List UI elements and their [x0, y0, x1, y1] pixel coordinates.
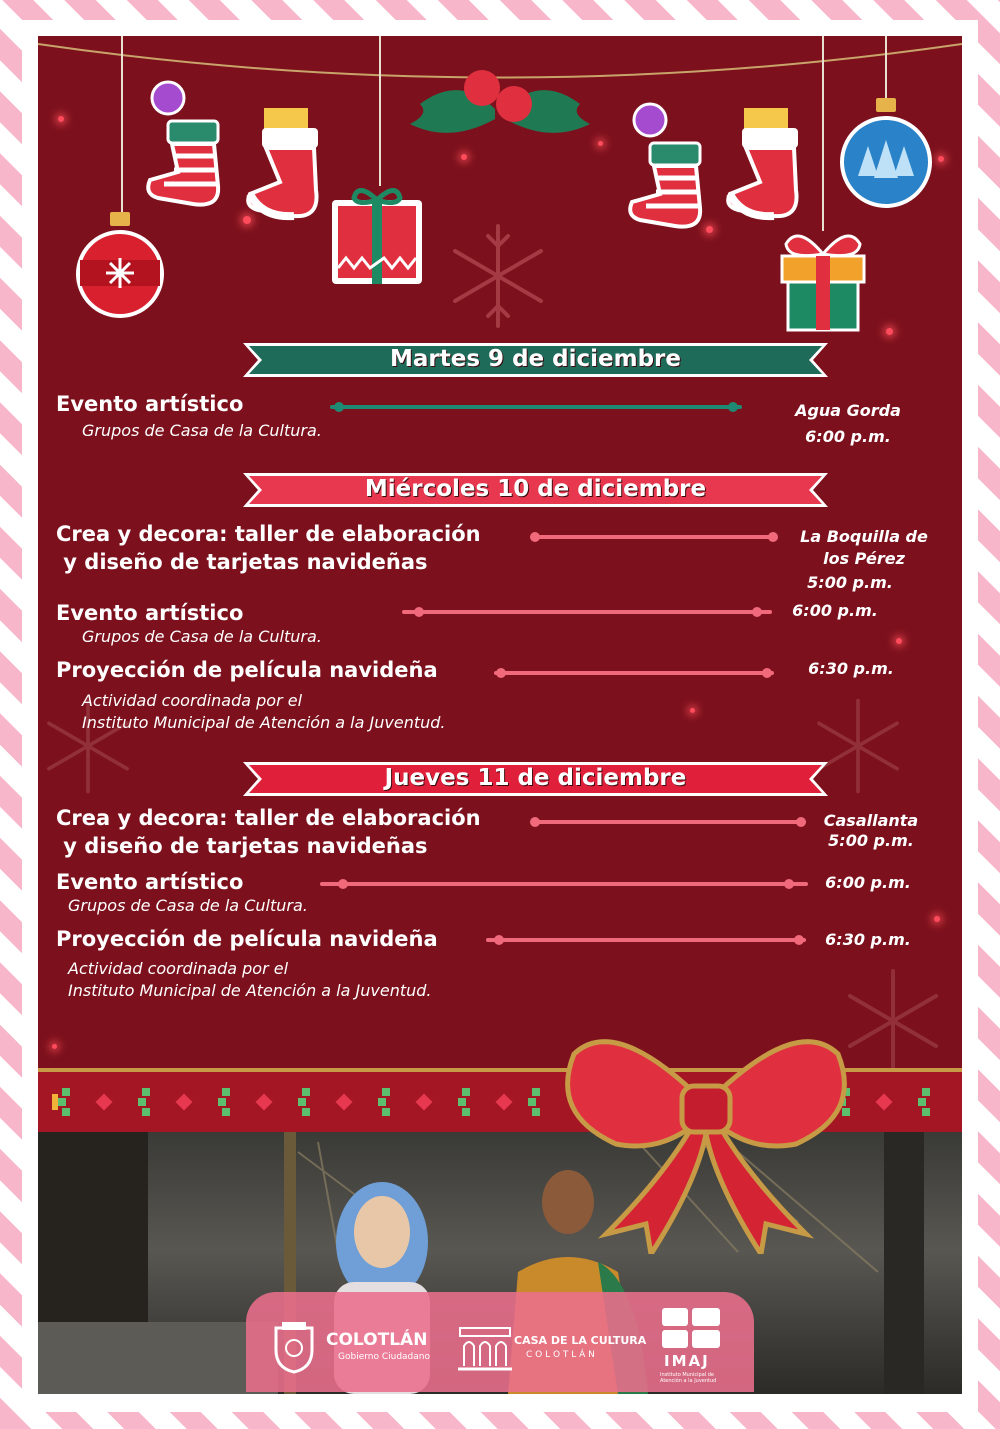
day-label: Miércoles 10 de diciembre [364, 476, 707, 502]
glow-dot [896, 638, 902, 644]
stocking-icon [138, 76, 238, 216]
stocking-icon [242, 98, 338, 228]
connector-line [314, 879, 814, 889]
bow-icon [556, 1024, 856, 1254]
event-time: 6:30 p.m. [825, 930, 911, 949]
glow-dot [52, 1044, 57, 1049]
event-subtitle: Actividad coordinada por el Instituto Municipal de Atención a la Juventud. [68, 959, 432, 1000]
day-label: Jueves 11 de diciembre [384, 765, 687, 791]
ornament-icon [74, 208, 166, 324]
gift-icon [778, 224, 868, 336]
casa-name: CASA DE LA CULTURA [514, 1334, 647, 1347]
gift-icon [328, 178, 428, 290]
event-title: Evento artístico [56, 601, 244, 625]
imaj-sub: Instituto Municipal de Atención a la Juventud [660, 1372, 717, 1384]
stocking-icon [722, 98, 818, 228]
casa-cultura-building-icon [458, 1326, 512, 1372]
event-time: 5:00 p.m. [807, 573, 893, 592]
sponsor-logos-bar [246, 1292, 754, 1392]
connector-line [526, 817, 812, 827]
holly-icon [400, 64, 600, 154]
ornament-icon [838, 96, 934, 214]
event-subtitle: Grupos de Casa de la Cultura. [68, 896, 308, 915]
event-time: 6:00 p.m. [792, 601, 878, 620]
event-place: Casallanta [823, 811, 919, 830]
colotlan-sub: Gobierno Ciudadano [338, 1352, 430, 1362]
coat-of-arms-icon [272, 1320, 316, 1374]
connector-line [480, 935, 812, 945]
day-ribbon-1 [243, 343, 828, 377]
stocking-icon [620, 98, 720, 238]
event-subtitle: Grupos de Casa de la Cultura. [82, 627, 322, 646]
event-title: Proyección de película navideña [56, 658, 438, 682]
event-title: Crea y decora: taller de elaboración y diseño de tarjetas navideñas [56, 522, 481, 574]
imaj-name: IMAJ [664, 1352, 710, 1370]
event-time: 6:00 p.m. [805, 427, 891, 446]
day-ribbon-2 [243, 473, 828, 507]
event-place: Agua Gorda [795, 401, 901, 420]
day-label: Martes 9 de diciembre [390, 346, 681, 372]
event-title: Proyección de película navideña [56, 927, 438, 951]
glow-dot [934, 916, 940, 922]
connector-line [324, 402, 748, 412]
event-subtitle: Actividad coordinada por el Instituto Municipal de Atención a la Juventud. [82, 691, 446, 732]
event-time: 6:00 p.m. [825, 873, 911, 892]
connector-line [488, 668, 780, 678]
event-time: 6:30 p.m. [808, 659, 894, 678]
event-title: Crea y decora: taller de elaboración y diseño de tarjetas navideñas [56, 806, 481, 858]
event-time: 5:00 p.m. [828, 831, 914, 850]
event-subtitle: Grupos de Casa de la Cultura. [82, 421, 322, 440]
day-ribbon-3 [243, 762, 828, 796]
colotlan-name: COLOTLÁN [326, 1330, 428, 1350]
glow-dot [690, 708, 695, 713]
event-title: Evento artístico [56, 870, 244, 894]
poster [38, 36, 962, 1394]
connector-line [526, 532, 780, 542]
event-place: La Boquilla de los Pérez [800, 527, 928, 568]
imaj-puzzle-icon [660, 1306, 724, 1350]
event-title: Evento artístico [56, 392, 244, 416]
connector-line [396, 607, 778, 617]
casa-sub: C O L O T L Á N [526, 1350, 595, 1360]
